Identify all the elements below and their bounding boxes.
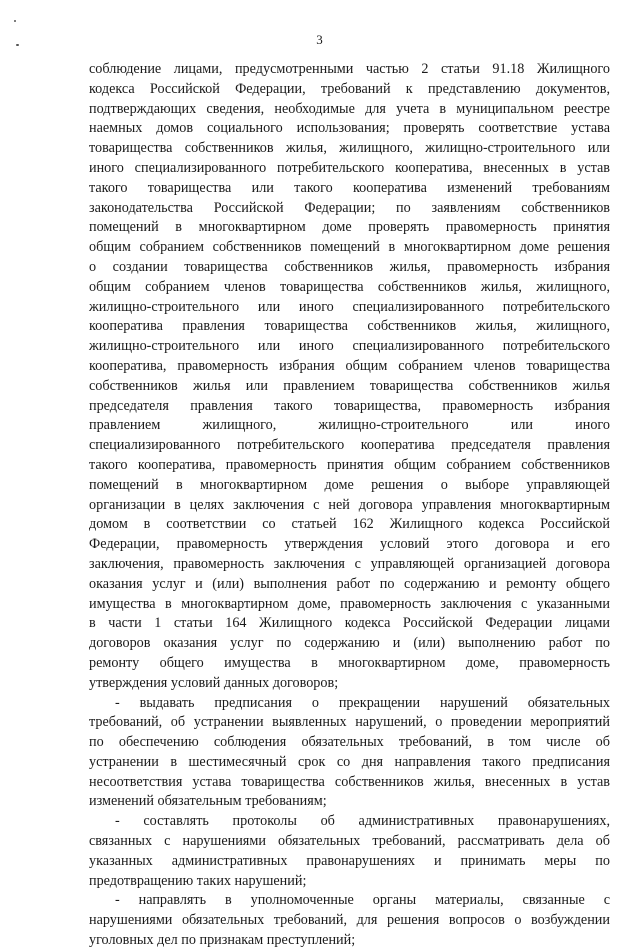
- scan-artifact-dot: [14, 20, 16, 22]
- text-line: наемных домов социального использования; проверять соответствие устава: [89, 120, 610, 137]
- text-line: в части 1 статьи 164 Жилищного кодекса Российской Федерации лицами: [89, 615, 610, 632]
- text-line: общим собранием собственников помещений в многоквартирном доме решения: [89, 239, 610, 256]
- text-line: жилищно-строительного или иного специализированного потребительского: [89, 298, 610, 315]
- text-line: - составлять протоколы об административных правонарушениях,: [115, 813, 610, 830]
- text-line: уголовных дел по признакам преступлений;: [89, 932, 356, 949]
- text-line: требований, об устранении выявленных нарушений, о проведении мероприятий: [89, 714, 610, 731]
- text-line: имущества в многоквартирном доме, правомерность заключения с указанными: [89, 595, 610, 612]
- text-line: домом в соответствии со статьей 162 Жилищного кодекса Российской: [89, 516, 610, 533]
- text-line: оказания услуг и (или) выполнения работ по содержанию и ремонту общего: [89, 575, 610, 592]
- text-line: несоответствия устава товарищества собственников жилья, внесенных в устав: [89, 773, 610, 790]
- text-line: помещений в многоквартирном доме решения о выборе управляющей: [89, 476, 610, 493]
- text-line: такого товарищества или такого кооператива изменений требованиям: [89, 179, 610, 196]
- text-line: утверждения условий данных договоров;: [89, 674, 339, 691]
- text-line: кооператива, правомерность избрания общим собранием членов товарищества: [89, 357, 610, 374]
- text-line: устранении в шестимесячный срок со дня направления такого предписания: [89, 753, 610, 770]
- text-line: иного специализированного потребительского кооператива, внесенных в устав: [89, 159, 610, 176]
- text-line: предотвращению таких нарушений;: [89, 872, 307, 889]
- text-line: о создании товарищества собственников жилья, правомерность избрания: [89, 258, 610, 275]
- text-line: изменений обязательным требованиям;: [89, 793, 327, 810]
- document-body-text: [89, 60, 610, 951]
- text-line: правлением жилищного, жилищно-строительного или иного: [89, 417, 610, 434]
- text-line: специализированного потребительского кооператива председателя правления: [89, 437, 610, 454]
- text-line: соблюдение лицами, предусмотренными частью 2 статьи 91.18 Жилищного: [89, 61, 610, 77]
- text-line: - направлять в уполномоченные органы материалы, связанные с: [115, 892, 610, 909]
- text-line: председателя правления такого товарищества, правомерность избрания: [89, 397, 610, 414]
- text-line: ремонту общего имущества в многоквартирном доме, правомерность: [89, 654, 610, 671]
- text-line: законодательства Российской Федерации; по заявлениям собственников: [89, 199, 610, 216]
- text-line: жилищно-строительного или иного специализированного потребительского: [89, 338, 610, 355]
- text-line: собственников жилья или правлением товарищества собственников жилья: [89, 377, 610, 394]
- text-line: заключения, правомерность заключения с управляющей организацией договора: [89, 555, 610, 572]
- text-line: организации в целях заключения с ней договора управления многоквартирным: [89, 496, 610, 513]
- text-line: кооператива правления товарищества собственников жилья, жилищного,: [89, 318, 610, 335]
- text-line: договоров оказания услуг по содержанию и (или) выполнению работ по: [89, 635, 610, 652]
- page-number: 3: [316, 32, 323, 47]
- text-line: нарушениями обязательных требований, для решения вопросов о возбуждении: [89, 912, 610, 929]
- text-line: подтверждающих сведения, необходимые для учета в муниципальном реестре: [89, 100, 610, 117]
- text-line: по обеспечению соблюдения обязательных требований, в том числе об: [89, 734, 610, 751]
- text-line: товарищества собственников жилья, жилищного, жилищно-строительного или: [89, 140, 610, 157]
- text-line: общим собранием членов товарищества собственников жилья, жилищного,: [89, 278, 610, 295]
- text-line: помещений в многоквартирном доме проверять правомерность принятия: [89, 219, 610, 236]
- text-line: связанных с нарушениями обязательных требований, рассматривать дела об: [89, 833, 610, 850]
- text-line: Федерации, правомерность утверждения условий этого договора и его: [89, 536, 610, 553]
- text-line: кодекса Российской Федерации, требований к представлению документов,: [89, 80, 610, 97]
- text-line: такого кооператива, правомерность принятия общим собранием собственников: [89, 456, 610, 473]
- text-line: указанных административных правонарушениях и принимать меры по: [89, 852, 610, 869]
- text-line: - выдавать предписания о прекращении нарушений обязательных: [115, 694, 610, 711]
